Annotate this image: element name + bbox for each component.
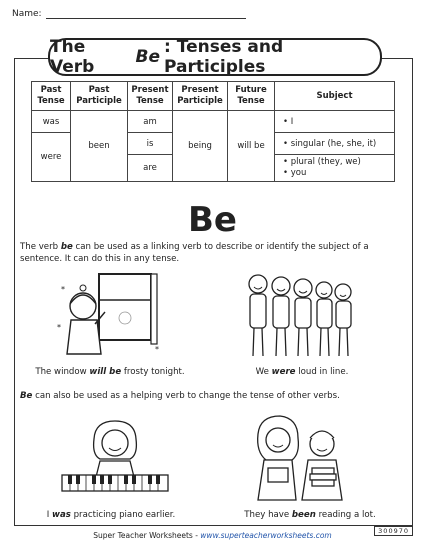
title-em: Be	[135, 47, 161, 67]
caption-line-pre: We	[255, 367, 272, 377]
header-present-tense: Present Tense	[128, 82, 173, 111]
subject-you: • you	[283, 168, 307, 178]
caption-reading	[215, 510, 405, 520]
caption-line-em: were	[271, 367, 296, 377]
title-pre: The Verb	[50, 37, 95, 77]
cell-were: were	[32, 133, 71, 182]
reading-kids-illustration	[240, 412, 360, 502]
cell-been: been	[71, 111, 128, 182]
cell-are: are	[128, 155, 173, 182]
subject-plural: • plural (they, we)	[283, 157, 361, 167]
caption-piano-post: practicing piano earlier.	[70, 510, 176, 520]
name-line[interactable]	[46, 8, 246, 19]
para1-post: can be used as a linking verb to describe or identify the subject of a sentence. It can do this in any tense.	[20, 242, 369, 264]
kids-in-line-illustration	[243, 268, 363, 360]
big-word-be: Be	[188, 200, 237, 240]
cell-subject-singular: • singular (he, she, it)	[275, 133, 395, 155]
cell-subject-plural	[275, 155, 395, 182]
cell-will-be: will be	[228, 111, 275, 182]
paragraph-helping-verb	[20, 390, 410, 402]
caption-window-post: frosty tonight.	[121, 367, 185, 377]
footer	[0, 531, 425, 540]
caption-window-em: will be	[89, 367, 122, 377]
caption-reading-pre: They have	[244, 510, 292, 520]
caption-window-pre: The window	[35, 367, 90, 377]
title-post: : Tenses and Participles	[164, 37, 284, 77]
svg-text:*: *	[57, 323, 61, 332]
cell-subject-i: • I	[275, 111, 395, 133]
caption-window	[30, 367, 190, 377]
header-past-participle: Past Participle	[71, 82, 128, 111]
caption-piano-pre: I	[46, 510, 53, 520]
piano-child-illustration	[60, 415, 170, 495]
para2-post: can also be used as a helping verb to change the tense of other verbs.	[32, 391, 340, 401]
cell-is: is	[128, 133, 173, 155]
caption-reading-em: been	[291, 510, 316, 520]
para2-em: Be	[20, 391, 33, 401]
header-future-tense: Future Tense	[228, 82, 275, 111]
caption-line	[222, 367, 382, 377]
paragraph-linking-verb	[20, 241, 410, 265]
svg-text:*: *	[61, 285, 65, 294]
window-child-illustration	[55, 270, 165, 355]
caption-reading-post: reading a lot.	[315, 510, 376, 520]
name-row	[12, 8, 246, 19]
caption-line-post: loud in line.	[295, 367, 349, 377]
cell-being: being	[173, 111, 228, 182]
caption-piano-em: was	[52, 510, 71, 520]
para1-pre: The verb	[20, 242, 61, 252]
header-past-tense: Past Tense	[32, 82, 71, 111]
worksheet-code: 300970	[374, 526, 413, 536]
footer-link[interactable]: www.superteacherworksheets.com	[200, 531, 332, 540]
cell-was: was	[32, 111, 71, 133]
caption-piano	[26, 510, 196, 520]
para1-em: be	[60, 242, 73, 252]
cell-am: am	[128, 111, 173, 133]
tenses-table	[31, 81, 395, 182]
footer-text: Super Teacher Worksheets -	[93, 531, 201, 540]
svg-text:*: *	[155, 345, 159, 354]
page-title	[48, 38, 382, 76]
header-present-participle: Present Participle	[173, 82, 228, 111]
name-label: Name:	[12, 9, 42, 19]
header-subject: Subject	[275, 82, 395, 111]
